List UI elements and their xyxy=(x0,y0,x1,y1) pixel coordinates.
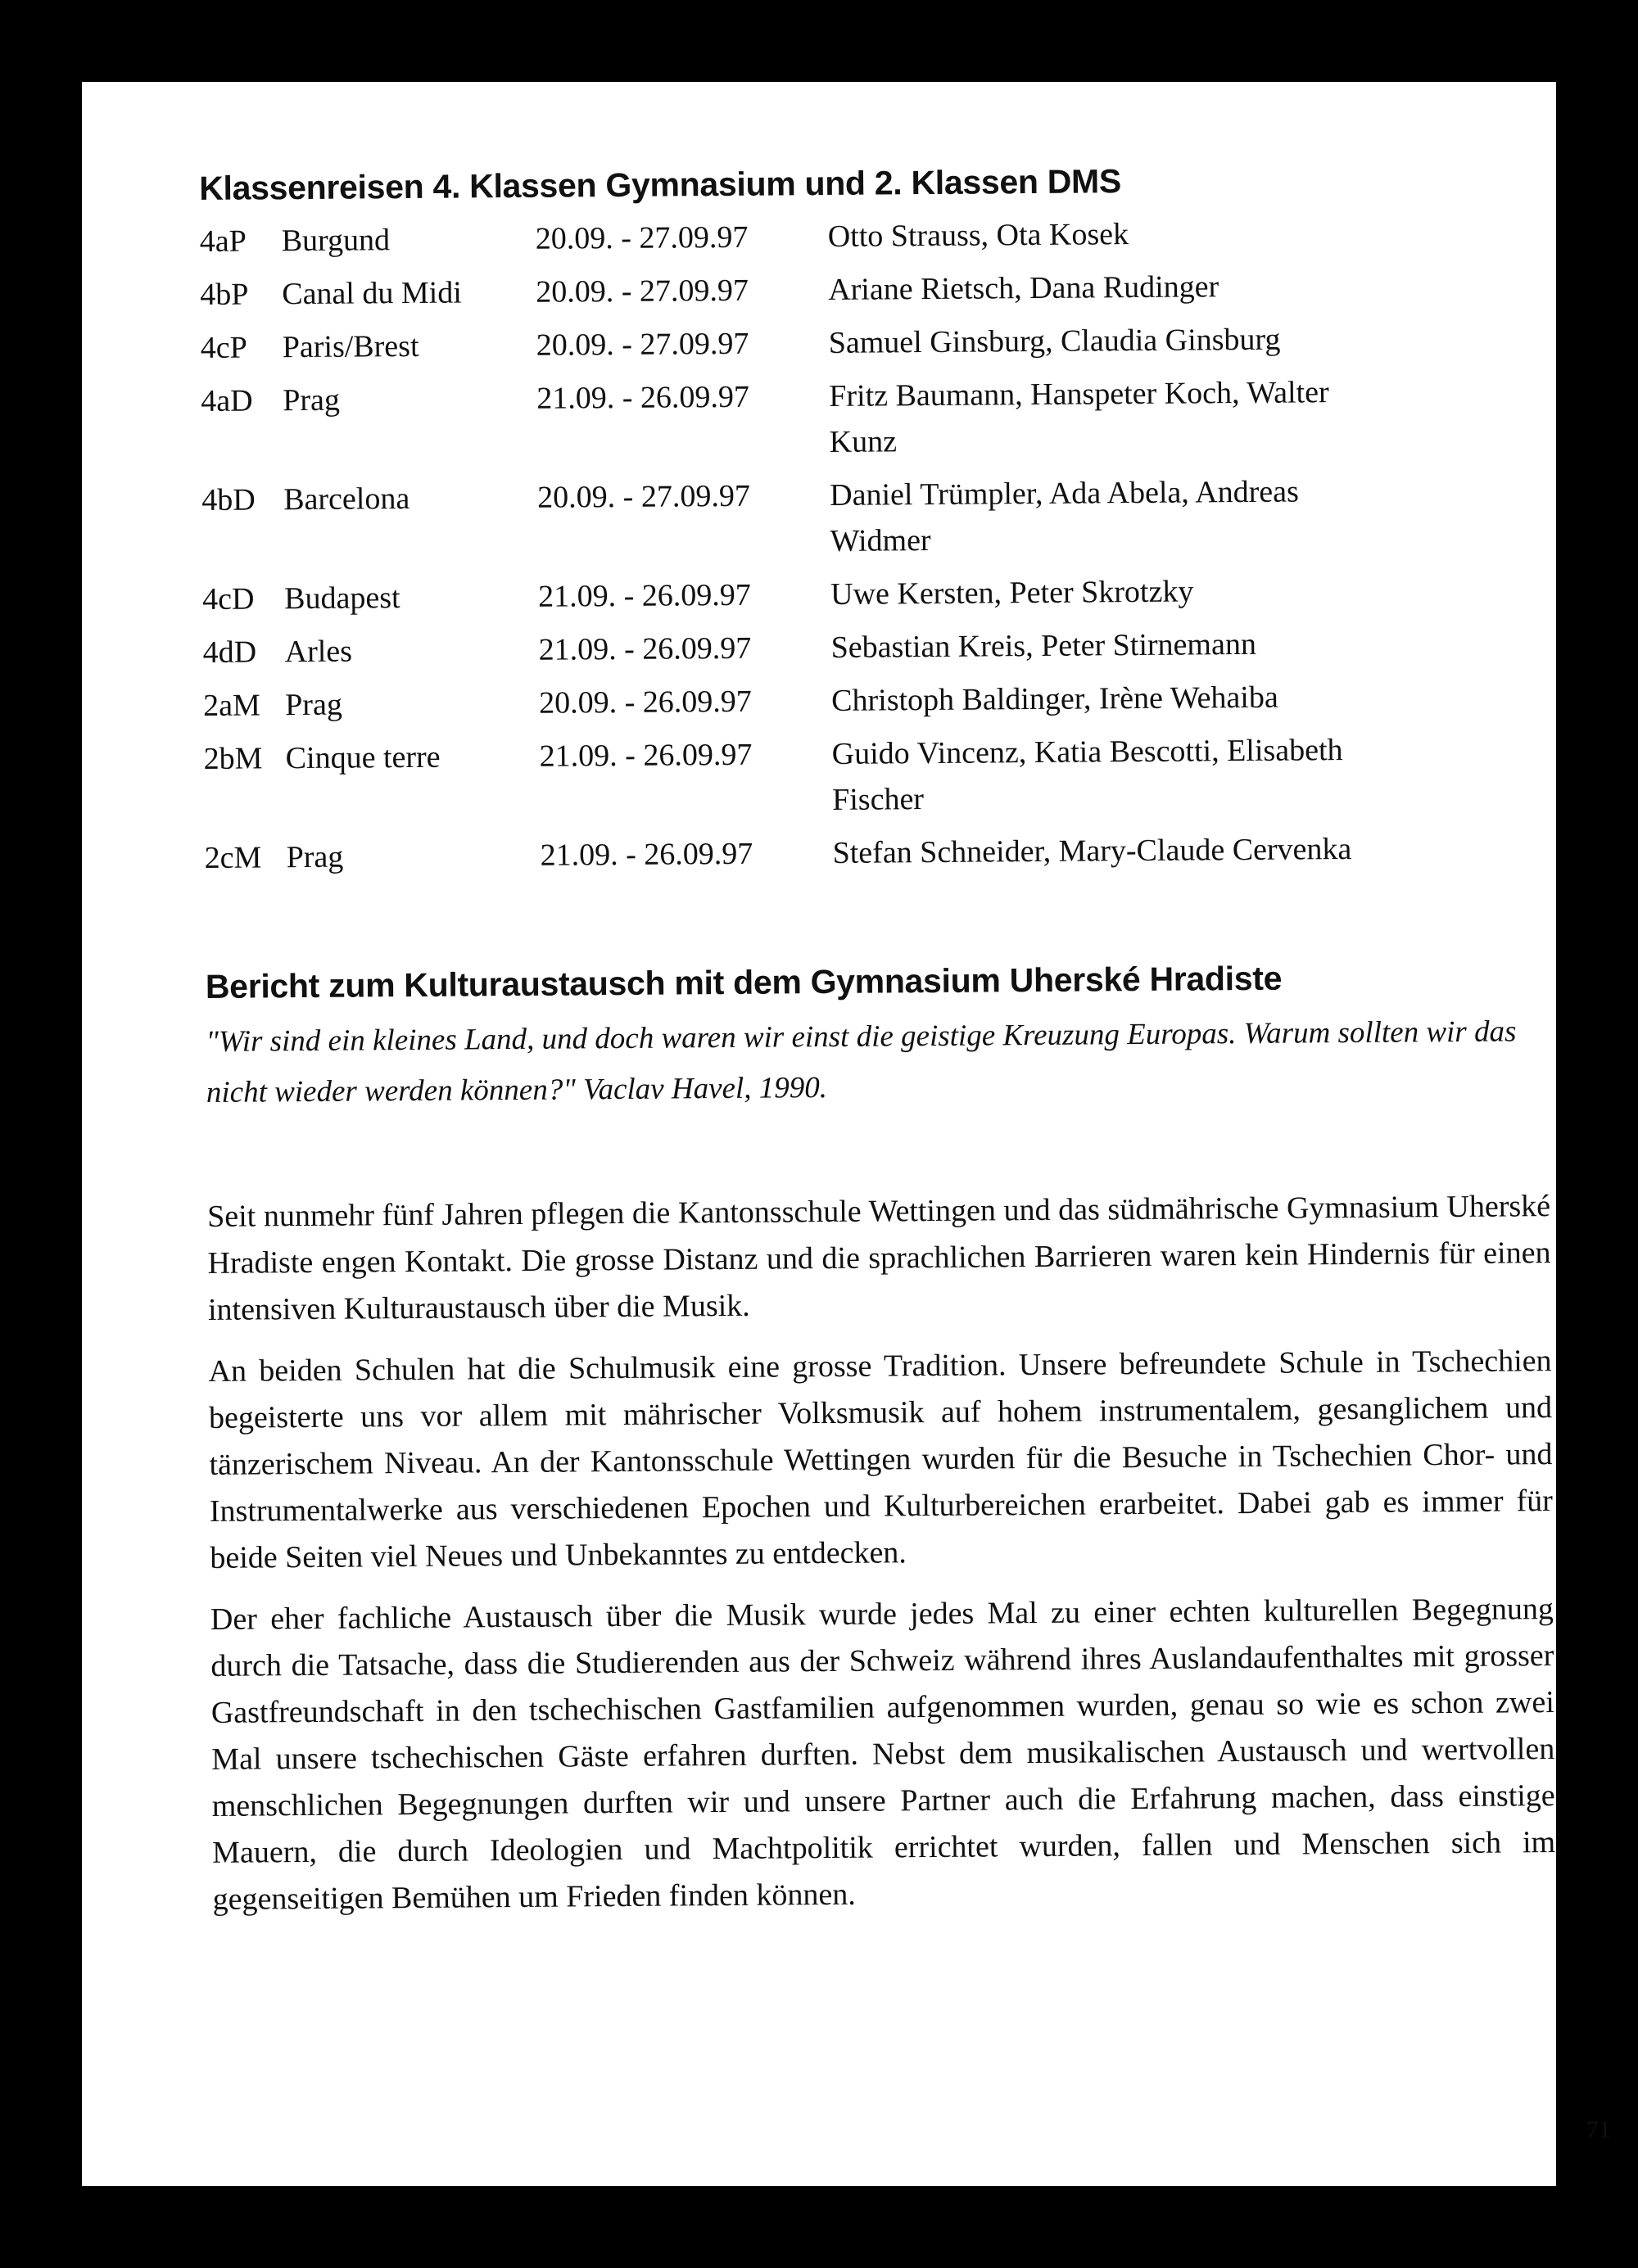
date-cell: 21.09. - 26.09.97 xyxy=(538,630,752,667)
date-cell: 20.09. - 26.09.97 xyxy=(539,684,753,721)
class-cell: 4cD xyxy=(202,581,255,617)
date-cell: 20.09. - 27.09.97 xyxy=(536,326,749,363)
destination-cell: Prag xyxy=(283,382,341,418)
leaders-cell: Fritz Baumann, Hanspeter Koch, Walter Kunz xyxy=(829,375,1329,460)
page-content xyxy=(199,153,1612,2144)
destination-cell: Prag xyxy=(286,839,344,875)
destination-cell: Arles xyxy=(284,634,353,670)
class-cell: 4bP xyxy=(200,277,249,313)
table-row xyxy=(202,567,1404,630)
date-cell: 21.09. - 26.09.97 xyxy=(540,836,753,873)
page-number: 71 xyxy=(1586,2116,1612,2144)
destination-cell: Barcelona xyxy=(283,481,410,517)
report-heading: Bericht zum Kulturaustausch mit dem Gymnasium Uherské Hradiste xyxy=(205,959,1283,1006)
destination-cell: Burgund xyxy=(281,223,391,259)
table-row xyxy=(203,727,1405,836)
date-cell: 20.09. - 27.09.97 xyxy=(536,273,749,309)
destination-cell: Cinque terre xyxy=(285,739,441,776)
date-cell: 21.09. - 26.09.97 xyxy=(538,577,751,614)
leaders-cell: Uwe Kersten, Peter Skrotzky xyxy=(830,574,1194,612)
havel-quote: "Wir sind ein kleines Land, und doch waren wir einst die geistige Kreuzung Europas. Warum sollten wir das nicht wieder werden können?" Vaclav Havel, 1990. xyxy=(206,1014,1517,1110)
report-paragraph: Seit nunmehr fünf Jahren pflegen die Kantonsschule Wettingen und das südmährische Gymnasium Uherské Hradiste engen Kontakt. Die grosse Distanz und die sprachlichen Barrieren waren kein Hindernis für einen intensiven Kulturaustausch über die Musik. xyxy=(206,1189,1551,1328)
date-cell: 20.09. - 27.09.97 xyxy=(537,478,751,515)
table-row xyxy=(202,621,1404,684)
leaders-cell: Guido Vincenz, Katia Bescotti, Elisabeth Fischer xyxy=(831,733,1343,818)
table-row xyxy=(201,369,1403,478)
class-cell: 4bD xyxy=(201,482,256,518)
class-cell: 2aM xyxy=(203,688,261,724)
date-cell: 21.09. - 26.09.97 xyxy=(536,379,750,416)
class-cell: 4aP xyxy=(199,224,247,260)
report-paragraph: Der eher fachliche Austausch über die Musik wurde jedes Mal zu einer echten kulturellen Begegnung durch die Tatsache, dass die Studierenden aus der Schweiz während ihres Auslandaufenthaltes mit grosser Gastfreundschaft in den tschechischen Gastfamilien aufgenommen wurden, genau so wie es schon zwei Mal unsere tschechischen Gäste erfahren durften. Nebst dem musikalischen Austausch und wertvollen menschlichen Begegnungen durften wir und unsere Partner auch die Erfahrung machen, dass einstige Mauern, die durch Ideologien und Machtpolitik errichtet wurden, fallen und Menschen sich im gegenseitigen Bemühen um Frieden finden können. xyxy=(210,1592,1556,1918)
leaders-cell: Daniel Trümpler, Ada Abela, Andreas Widmer xyxy=(830,474,1299,559)
destination-cell: Canal du Midi xyxy=(282,275,462,312)
leaders-cell: Samuel Ginsburg, Claudia Ginsburg xyxy=(828,322,1281,361)
leaders-cell: Christoph Baldinger, Irène Wehaiba xyxy=(831,680,1278,719)
table-row xyxy=(201,316,1402,379)
destination-cell: Paris/Brest xyxy=(282,329,419,365)
class-cell: 4cP xyxy=(200,330,247,366)
table-row xyxy=(200,210,1401,273)
document-page xyxy=(82,82,1612,2186)
trips-table xyxy=(200,210,1406,888)
class-cell: 2bM xyxy=(203,741,263,777)
leaders-cell: Stefan Schneider, Mary-Claude Cervenka xyxy=(832,832,1352,871)
destination-cell: Prag xyxy=(285,687,343,723)
table-row xyxy=(203,674,1405,737)
leaders-cell: Otto Strauss, Ota Kosek xyxy=(827,217,1129,255)
table-row xyxy=(204,826,1405,889)
class-cell: 2cM xyxy=(204,840,262,876)
trips-heading: Klassenreisen 4. Klassen Gymnasium und 2. Klassen DMS xyxy=(199,162,1122,207)
report-paragraph: An beiden Schulen hat die Schulmusik eine grosse Tradition. Unsere befreundete Schule in Tschechien begeisterte uns vor allem mit mährischer Volksmusik auf hohem instrumentalem, gesanglichem und tänzerischem Niveau. An der Kantonsschule Wettingen wurden für die Besuche in Tschechien Chor- und Instrumentalwerke aus verschiedenen Epochen und Kulturbereichen erarbeitet. Dabei gab es immer für beide Seiten viel Neues und Unbekanntes zu entdecken. xyxy=(208,1344,1554,1576)
date-cell: 20.09. - 27.09.97 xyxy=(535,219,749,256)
class-cell: 4aD xyxy=(201,383,253,419)
leaders-cell: Sebastian Kreis, Peter Stirnemann xyxy=(830,627,1257,666)
leaders-cell: Ariane Rietsch, Dana Rudinger xyxy=(828,269,1219,308)
table-row xyxy=(201,468,1404,577)
table-row xyxy=(200,263,1401,326)
destination-cell: Budapest xyxy=(284,581,400,617)
class-cell: 4dD xyxy=(202,635,257,671)
date-cell: 21.09. - 26.09.97 xyxy=(539,737,753,774)
